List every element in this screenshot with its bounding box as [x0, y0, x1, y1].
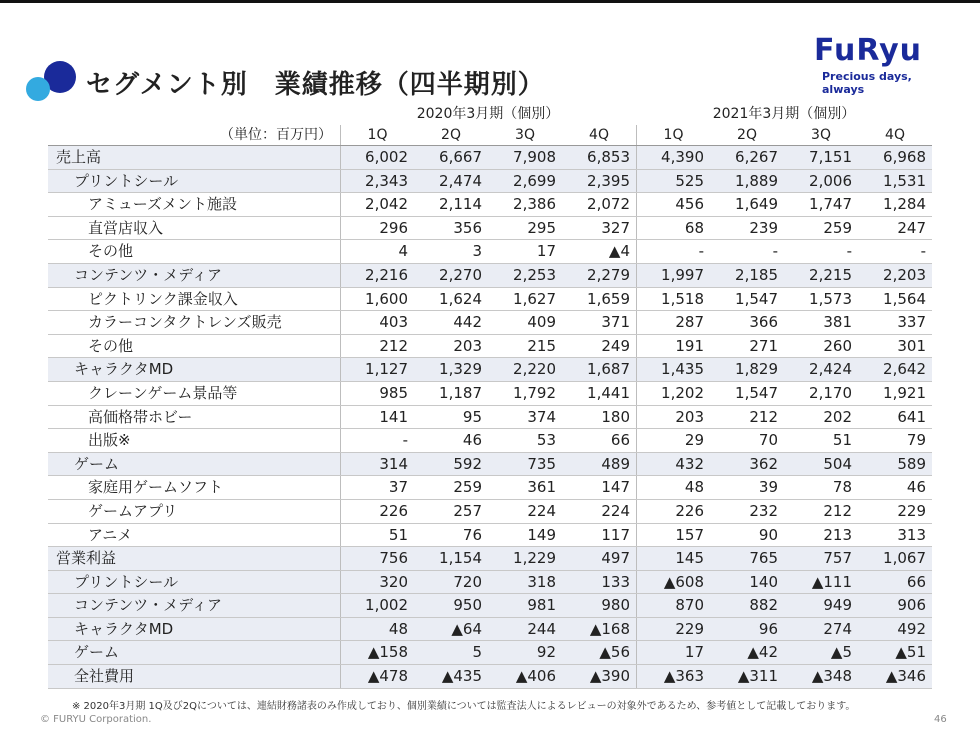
value-cell: 48: [636, 476, 710, 499]
row-label: クレーンゲーム景品等: [88, 383, 238, 402]
value-cell: 6,267: [735, 148, 778, 166]
value-cell: 2,215: [809, 265, 852, 284]
value-cell: 2,270: [439, 265, 482, 284]
value-cell: 1,067: [883, 549, 926, 568]
value-cell: 212: [823, 501, 852, 520]
top-rule: [0, 0, 980, 3]
table-row: [48, 311, 932, 335]
quarter-header: 3Q: [811, 127, 831, 143]
value-cell: 1,997: [636, 264, 710, 287]
value-cell: 361: [527, 478, 556, 497]
table-row: [48, 217, 932, 241]
value-cell: 2,170: [809, 383, 852, 402]
value-cell: 17: [536, 242, 556, 261]
value-cell: 2,343: [340, 170, 414, 193]
row-label: ゲーム: [74, 454, 120, 473]
value-cell: 381: [823, 313, 852, 332]
value-cell: 980: [601, 596, 630, 615]
value-cell: 46: [906, 478, 926, 497]
value-cell: -: [636, 240, 710, 263]
value-cell: ▲608: [636, 571, 710, 594]
value-cell: 497: [601, 549, 630, 568]
value-cell: 224: [527, 501, 556, 520]
value-cell: 1,202: [636, 382, 710, 405]
value-cell: 51: [832, 431, 852, 450]
value-cell: 78: [832, 478, 852, 497]
table-row: [48, 240, 932, 264]
value-cell: 492: [897, 619, 926, 638]
value-cell: 403: [340, 311, 414, 334]
table-row: [48, 193, 932, 217]
fy2021-group-header: 2021年3月期（個別）: [712, 106, 856, 122]
value-cell: 320: [340, 571, 414, 594]
row-label: 家庭用ゲームソフト: [88, 478, 224, 497]
value-cell: 79: [906, 431, 926, 450]
value-cell: 2,220: [513, 360, 556, 379]
table-row: [48, 524, 932, 548]
value-cell: 1,441: [587, 383, 630, 402]
value-cell: 1,002: [340, 594, 414, 617]
value-cell: 70: [758, 431, 778, 450]
value-cell: 7,908: [513, 148, 556, 166]
value-cell: 96: [758, 619, 778, 638]
value-cell: 489: [601, 454, 630, 473]
value-cell: 2,072: [587, 195, 630, 214]
fiscal-year-header-row: [48, 104, 932, 125]
value-cell: 981: [527, 596, 556, 615]
value-cell: 260: [823, 336, 852, 355]
copyright: © FURYU Corporation.: [40, 714, 152, 725]
value-cell: ▲111: [811, 572, 852, 591]
row-label: キャラクタMD: [74, 619, 174, 638]
row-label: アニメ: [88, 525, 133, 544]
quarter-header: 3Q: [515, 127, 535, 143]
value-cell: 356: [453, 218, 482, 237]
quarter-header-row: [48, 125, 932, 146]
table-row: [48, 429, 932, 453]
value-cell: 504: [823, 454, 852, 473]
value-cell: 296: [340, 217, 414, 240]
row-label: その他: [88, 242, 134, 261]
value-cell: 314: [340, 453, 414, 476]
row-label: コンテンツ・メディア: [74, 596, 223, 615]
value-cell: 1,435: [636, 358, 710, 381]
value-cell: 39: [758, 478, 778, 497]
value-cell: 1,547: [735, 383, 778, 402]
value-cell: ▲4: [608, 242, 630, 261]
table-row: [48, 453, 932, 477]
value-cell: 1,687: [587, 360, 630, 379]
value-cell: 735: [527, 454, 556, 473]
value-cell: 247: [897, 218, 926, 237]
table-row: [48, 335, 932, 359]
row-label: キャラクタMD: [74, 360, 174, 379]
value-cell: 2,386: [513, 195, 556, 214]
row-label: その他: [88, 336, 134, 355]
value-cell: 271: [749, 336, 778, 355]
quarter-header: 2Q: [737, 127, 757, 143]
value-cell: 1,187: [439, 383, 482, 402]
value-cell: 589: [897, 454, 926, 473]
value-cell: 1,531: [883, 171, 926, 190]
table-row: [48, 358, 932, 382]
value-cell: 337: [897, 313, 926, 332]
value-cell: 756: [340, 547, 414, 570]
title-bullet-icon: [22, 58, 82, 108]
value-cell: 5: [472, 643, 482, 662]
value-cell: 1,154: [439, 549, 482, 568]
value-cell: 882: [749, 596, 778, 615]
value-cell: 147: [601, 478, 630, 497]
value-cell: 313: [897, 525, 926, 544]
value-cell: 257: [453, 501, 482, 520]
table-row: [48, 170, 932, 194]
light-blue-dot-icon: [26, 77, 50, 101]
quarter-header: 4Q: [885, 127, 905, 143]
value-cell: -: [772, 242, 778, 261]
table-row: [48, 382, 932, 406]
value-cell: 48: [340, 618, 414, 641]
row-label: 売上高: [56, 148, 102, 166]
row-label: プリントシール: [74, 572, 179, 591]
value-cell: 906: [897, 596, 926, 615]
value-cell: 1,889: [735, 171, 778, 190]
value-cell: 2,424: [809, 360, 852, 379]
value-cell: 1,564: [883, 289, 926, 308]
logo-wordmark: FuRyu: [814, 33, 923, 68]
row-label: アミューズメント施設: [88, 195, 237, 214]
quarter-header: 2Q: [441, 127, 461, 143]
value-cell: 53: [536, 431, 556, 450]
value-cell: 149: [527, 525, 556, 544]
value-cell: 92: [536, 643, 556, 662]
value-cell: 141: [340, 406, 414, 429]
value-cell: -: [340, 429, 414, 452]
value-cell: ▲348: [811, 667, 852, 686]
value-cell: 4: [340, 240, 414, 263]
value-cell: 37: [340, 476, 414, 499]
value-cell: ▲56: [599, 643, 630, 662]
value-cell: ▲311: [737, 667, 778, 686]
value-cell: ▲478: [340, 665, 414, 688]
table-row: [48, 146, 932, 170]
value-cell: 259: [823, 218, 852, 237]
row-label: ゲームアプリ: [88, 501, 178, 520]
value-cell: 6,853: [587, 148, 630, 166]
value-cell: 180: [601, 407, 630, 426]
value-cell: 4,390: [636, 146, 710, 169]
value-cell: 259: [453, 478, 482, 497]
value-cell: 224: [601, 501, 630, 520]
value-cell: 1,792: [513, 383, 556, 402]
value-cell: 51: [340, 524, 414, 547]
table-row: [48, 665, 932, 689]
value-cell: 1,284: [883, 195, 926, 214]
value-cell: 7,151: [809, 148, 852, 166]
value-cell: 46: [462, 431, 482, 450]
value-cell: ▲5: [830, 643, 852, 662]
value-cell: 765: [749, 549, 778, 568]
value-cell: 525: [636, 170, 710, 193]
value-cell: 1,573: [809, 289, 852, 308]
value-cell: -: [920, 242, 926, 261]
value-cell: 2,042: [340, 193, 414, 216]
value-cell: 66: [610, 431, 630, 450]
table-row: [48, 288, 932, 312]
table-row: [48, 264, 932, 288]
value-cell: -: [846, 242, 852, 261]
value-cell: 145: [636, 547, 710, 570]
value-cell: 17: [636, 641, 710, 664]
value-cell: 1,747: [809, 195, 852, 214]
value-cell: 212: [749, 407, 778, 426]
value-cell: ▲390: [589, 667, 630, 686]
value-cell: 212: [340, 335, 414, 358]
row-label: カラーコンタクトレンズ販売: [88, 313, 282, 332]
value-cell: 2,474: [439, 171, 482, 190]
page-number: 46: [934, 714, 947, 725]
row-label: 出版※: [88, 431, 131, 450]
table-row: [48, 641, 932, 665]
row-label: プリントシール: [74, 171, 179, 190]
row-label: 全社費用: [74, 667, 135, 686]
value-cell: 371: [601, 313, 630, 332]
value-cell: 229: [636, 618, 710, 641]
value-cell: 133: [601, 572, 630, 591]
value-cell: 318: [527, 572, 556, 591]
value-cell: 226: [340, 500, 414, 523]
value-cell: 1,600: [340, 288, 414, 311]
value-cell: 2,642: [883, 360, 926, 379]
value-cell: 244: [527, 619, 556, 638]
unit-label: （単位：百万円）: [220, 127, 332, 143]
value-cell: 949: [823, 596, 852, 615]
value-cell: 90: [758, 525, 778, 544]
value-cell: 2,185: [735, 265, 778, 284]
row-label: 直営店収入: [88, 218, 164, 237]
value-cell: 1,649: [735, 195, 778, 214]
value-cell: 239: [749, 218, 778, 237]
value-cell: 442: [453, 313, 482, 332]
value-cell: 362: [749, 454, 778, 473]
table-body: [48, 146, 932, 689]
table-row: [48, 500, 932, 524]
value-cell: 191: [636, 335, 710, 358]
value-cell: 3: [472, 242, 482, 261]
value-cell: 1,624: [439, 289, 482, 308]
value-cell: ▲363: [636, 665, 710, 688]
value-cell: 1,921: [883, 383, 926, 402]
value-cell: ▲158: [340, 641, 414, 664]
value-cell: 295: [527, 218, 556, 237]
table-row: [48, 618, 932, 642]
table-row: [48, 547, 932, 571]
value-cell: 985: [340, 382, 414, 405]
value-cell: 2,279: [587, 265, 630, 284]
value-cell: 950: [453, 596, 482, 615]
value-cell: 1,627: [513, 289, 556, 308]
value-cell: 68: [636, 217, 710, 240]
value-cell: 1,127: [340, 358, 414, 381]
value-cell: 6,968: [883, 148, 926, 166]
value-cell: ▲51: [895, 643, 926, 662]
value-cell: 327: [601, 218, 630, 237]
value-cell: 2,395: [587, 171, 630, 190]
value-cell: ▲435: [441, 667, 482, 686]
row-label: コンテンツ・メディア: [74, 265, 223, 284]
value-cell: 117: [601, 525, 630, 544]
value-cell: 76: [462, 525, 482, 544]
value-cell: 202: [823, 407, 852, 426]
value-cell: 213: [823, 525, 852, 544]
value-cell: 203: [636, 406, 710, 429]
value-cell: 157: [636, 524, 710, 547]
value-cell: 287: [636, 311, 710, 334]
value-cell: ▲42: [747, 643, 778, 662]
footnote: ※ 2020年3月期 1Q及び2Qについては、連結財務諸表のみ作成しており、個別業績については監査法人によるレビューの対象外であるため、参考値として記載しております。: [72, 701, 856, 712]
value-cell: 1,829: [735, 360, 778, 379]
value-cell: 757: [823, 549, 852, 568]
value-cell: 2,253: [513, 265, 556, 284]
value-cell: 66: [906, 572, 926, 591]
value-cell: 203: [453, 336, 482, 355]
value-cell: 29: [636, 429, 710, 452]
value-cell: 409: [527, 313, 556, 332]
furyu-logo: [814, 33, 954, 96]
value-cell: 1,229: [513, 549, 556, 568]
value-cell: 2,203: [883, 265, 926, 284]
value-cell: ▲346: [885, 667, 926, 686]
value-cell: 456: [636, 193, 710, 216]
value-cell: 232: [749, 501, 778, 520]
value-cell: 2,114: [439, 195, 482, 214]
value-cell: ▲406: [515, 667, 556, 686]
value-cell: 720: [453, 572, 482, 591]
value-cell: 226: [636, 500, 710, 523]
value-cell: 6,002: [340, 146, 414, 169]
value-cell: 215: [527, 336, 556, 355]
value-cell: 140: [749, 572, 778, 591]
value-cell: 6,667: [439, 148, 482, 166]
logo-tagline: Precious days, always: [822, 70, 912, 96]
row-label: ピクトリンク課金収入: [88, 289, 238, 308]
table-row: [48, 476, 932, 500]
value-cell: 1,659: [587, 289, 630, 308]
value-cell: 301: [897, 336, 926, 355]
value-cell: 592: [453, 454, 482, 473]
segment-table: [48, 104, 932, 689]
row-label: 高価格帯ホビー: [88, 407, 193, 426]
value-cell: 1,518: [636, 288, 710, 311]
row-label: 営業利益: [56, 549, 117, 568]
value-cell: 374: [527, 407, 556, 426]
value-cell: 2,699: [513, 171, 556, 190]
value-cell: 2,006: [809, 171, 852, 190]
value-cell: 366: [749, 313, 778, 332]
value-cell: ▲64: [451, 619, 482, 638]
quarter-header: 1Q: [636, 125, 710, 145]
value-cell: 229: [897, 501, 926, 520]
value-cell: 2,216: [340, 264, 414, 287]
value-cell: 432: [636, 453, 710, 476]
page-title: セグメント別 業績推移（四半期別）: [86, 70, 545, 100]
table-row: [48, 571, 932, 595]
table-row: [48, 406, 932, 430]
quarter-header: 4Q: [589, 127, 609, 143]
value-cell: 1,547: [735, 289, 778, 308]
quarter-header: 1Q: [340, 125, 414, 145]
value-cell: ▲168: [589, 619, 630, 638]
value-cell: 870: [636, 594, 710, 617]
value-cell: 274: [823, 619, 852, 638]
row-label: ゲーム: [74, 643, 120, 662]
value-cell: 95: [462, 407, 482, 426]
value-cell: 641: [897, 407, 926, 426]
value-cell: 249: [601, 336, 630, 355]
value-cell: 1,329: [439, 360, 482, 379]
fy2020-group-header: 2020年3月期（個別）: [416, 106, 560, 122]
table-row: [48, 594, 932, 618]
